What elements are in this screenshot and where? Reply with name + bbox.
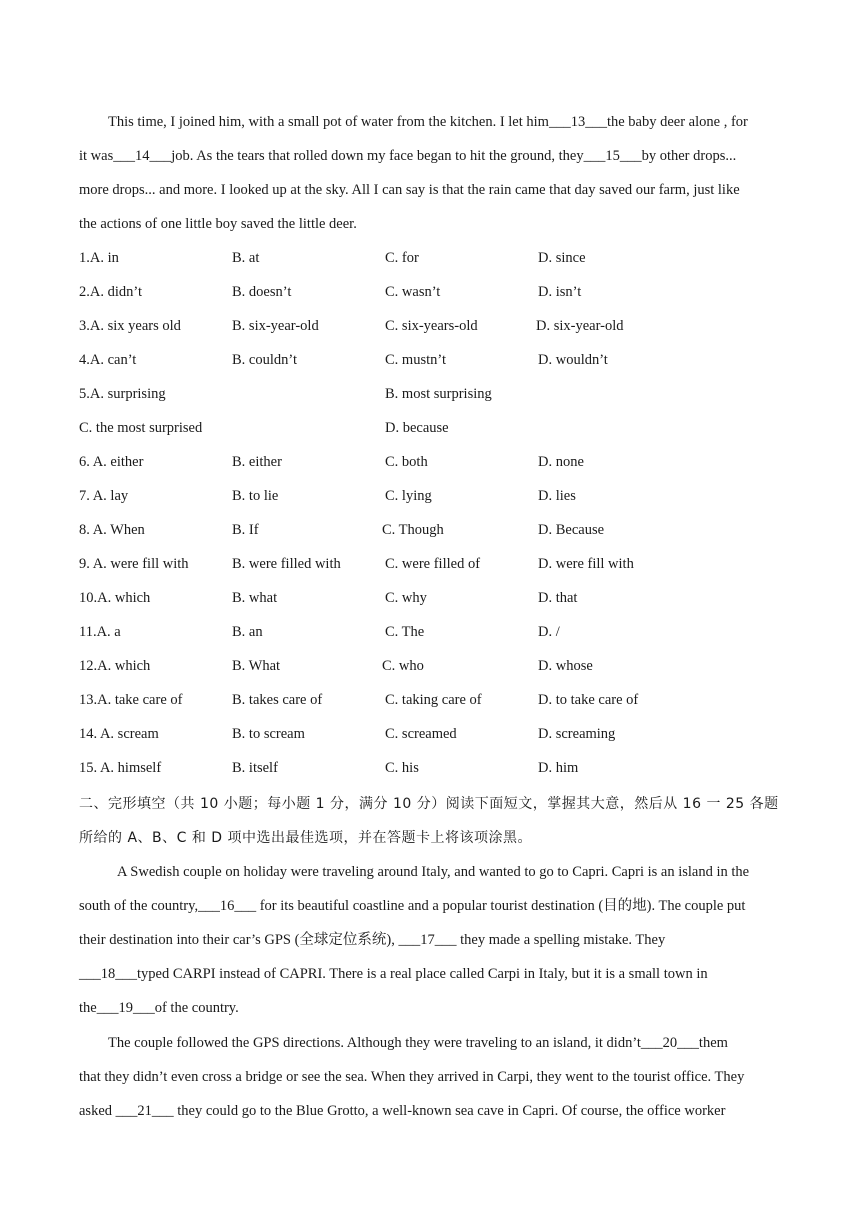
- q1-option-b: B. at: [232, 250, 260, 266]
- passage1-line-3: more drops... and more. I looked up at the sky. All I can say is that the rain came that day saved our farm, just like: [79, 182, 740, 198]
- q10-option-d: D. that: [538, 590, 578, 606]
- q14-option-c: C. screamed: [385, 726, 457, 742]
- q12-option-d: D. whose: [538, 658, 593, 674]
- q15-option-a: 15. A. himself: [79, 760, 162, 776]
- q4-option-b: B. couldn’t: [232, 352, 297, 368]
- q14-option-d: D. screaming: [538, 726, 616, 742]
- q3-option-d: D. six-year-old: [536, 318, 624, 334]
- q15-option-b: B. itself: [232, 760, 278, 776]
- q3-option-b: B. six-year-old: [232, 318, 319, 334]
- q4-option-c: C. mustn’t: [385, 352, 446, 368]
- q8-option-b: B. If: [232, 522, 259, 538]
- q8-option-a: 8. A. When: [79, 522, 145, 538]
- q6-option-a: 6. A. either: [79, 454, 144, 470]
- q6-option-d: D. none: [538, 454, 584, 470]
- section-heading-line-2: 所给的 A、B、C 和 D 项中选出最佳选项，并在答题卡上将该项涂黑。: [79, 830, 533, 846]
- q8-option-d: D. Because: [538, 522, 605, 538]
- q5-option-b: B. most surprising: [385, 386, 492, 402]
- q3-option-c: C. six-years-old: [385, 318, 478, 334]
- passage3-line-3: asked ___21___ they could go to the Blue Grotto, a well-known sea cave in Capri. Of course, the office worker: [79, 1103, 726, 1119]
- q3-option-a: 3.A. six years old: [79, 318, 181, 334]
- q2-option-b: B. doesn’t: [232, 284, 292, 300]
- q11-option-d: D. /: [538, 624, 560, 640]
- q2-option-a: 2.A. didn’t: [79, 284, 142, 300]
- q7-option-c: C. lying: [385, 488, 432, 504]
- q7-option-b: B. to lie: [232, 488, 279, 504]
- q1-option-c: C. for: [385, 250, 419, 266]
- q13-option-a: 13.A. take care of: [79, 692, 183, 708]
- passage3-line-2: that they didn’t even cross a bridge or see the sea. When they arrived in Carpi, they went to the tourist office. They: [79, 1069, 745, 1085]
- q10-option-c: C. why: [385, 590, 427, 606]
- q15-option-d: D. him: [538, 760, 579, 776]
- section-heading-line-1: 二、完形填空（共 10 小题；每小题 1 分，满分 10 分）阅读下面短文，掌握其大意，然后从 16 一 25 各题: [79, 796, 779, 812]
- passage2-line-4: ___18___typed CARPI instead of CAPRI. There is a real place called Carpi in Italy, but it is a small town in: [79, 966, 708, 982]
- passage1-line-2: it was___14___job. As the tears that rolled down my face began to hit the ground, they___15___by other drops...: [79, 148, 737, 164]
- q5-option-c: C. the most surprised: [79, 420, 203, 436]
- q7-option-a: 7. A. lay: [79, 488, 129, 504]
- q2-option-c: C. wasn’t: [385, 284, 441, 300]
- q2-option-d: D. isn’t: [538, 284, 582, 300]
- q9-option-d: D. were fill with: [538, 556, 634, 572]
- q5-option-a: 5.A. surprising: [79, 386, 166, 402]
- passage2-line-3: their destination into their car’s GPS (全球定位系统), ___17___ they made a spelling mistake. They: [79, 932, 666, 948]
- passage3-line-1: The couple followed the GPS directions. Although they were traveling to an island, it didn’t___20___them: [108, 1035, 728, 1051]
- q13-option-c: C. taking care of: [385, 692, 482, 708]
- q14-option-a: 14. A. scream: [79, 726, 159, 742]
- q10-option-a: 10.A. which: [79, 590, 151, 606]
- q12-option-b: B. What: [232, 658, 281, 674]
- q4-option-d: D. wouldn’t: [538, 352, 608, 368]
- q5-option-d: D. because: [385, 420, 449, 436]
- q14-option-b: B. to scream: [232, 726, 305, 742]
- q13-option-b: B. takes care of: [232, 692, 323, 708]
- passage2-line-1: A Swedish couple on holiday were traveling around Italy, and wanted to go to Capri. Capri is an island in the: [117, 864, 750, 880]
- q6-option-b: B. either: [232, 454, 282, 470]
- q11-option-c: C. The: [385, 624, 425, 640]
- passage1-line-1: This time, I joined him, with a small pot of water from the kitchen. I let him___13___the baby deer alone , for: [108, 114, 748, 130]
- q9-option-c: C. were filled of: [385, 556, 481, 572]
- q10-option-b: B. what: [232, 590, 278, 606]
- q11-option-a: 11.A. a: [79, 624, 121, 640]
- passage2-line-5: the___19___of the country.: [79, 1000, 239, 1016]
- q9-option-a: 9. A. were fill with: [79, 556, 189, 572]
- passage2-line-2: south of the country,___16___ for its beautiful coastline and a popular tourist destination (目的地). The couple put: [79, 898, 746, 914]
- q7-option-d: D. lies: [538, 488, 576, 504]
- q8-option-c: C. Though: [382, 522, 444, 538]
- q4-option-a: 4.A. can’t: [79, 352, 137, 368]
- q12-option-c: C. who: [382, 658, 424, 674]
- passage1-line-4: the actions of one little boy saved the little deer.: [79, 216, 357, 232]
- q9-option-b: B. were filled with: [232, 556, 341, 572]
- q15-option-c: C. his: [385, 760, 419, 776]
- q13-option-d: D. to take care of: [538, 692, 639, 708]
- q11-option-b: B. an: [232, 624, 263, 640]
- q1-option-a: 1.A. in: [79, 250, 119, 266]
- q12-option-a: 12.A. which: [79, 658, 151, 674]
- q6-option-c: C. both: [385, 454, 428, 470]
- q1-option-d: D. since: [538, 250, 586, 266]
